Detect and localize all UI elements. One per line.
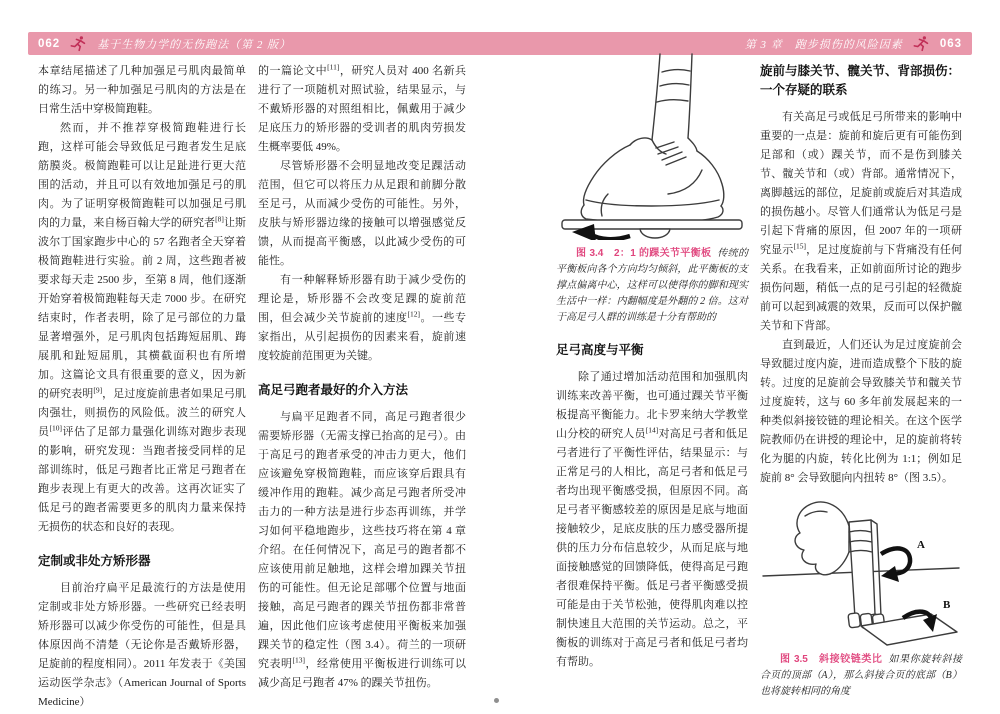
figure-3-5-caption xyxy=(760,652,962,700)
paragraph: 直到最近，人们还认为足过度旋前会导致腿过度内旋，进而造成整个下肢的旋转。过度的足旋前会导致膝关节和髋关节过度旋转，这与 60 多年前发展起来的一种类似斜接铰链的理论相关。在这个医学院教师仍在讲授的理论中，足的旋前将转化为腿的内旋，转化比例为 1:1；例如足旋前 8° 会导致腿向内扭转 8°（图 3.5）。 xyxy=(760,339,962,484)
page-number-right: 063 xyxy=(939,37,962,50)
paragraph: 除了通过增加活动范围和加强肌肉训练来改善平衡，也可通过踝关节平衡板提高平衡能力。北卡罗来纳大学教堂山分校的研究人员[14]对高足弓者和低足弓者进行了平衡性评估，结果显示：与正常足弓的人相比，高足弓者和低足弓者均出现平衡感受损，但原因不同。高足弓者平衡感较差的原因是足底与地面接触较少，足底皮肤的压力感受器所提供的压力分布信息较少，从而足底与地面接触感觉的回馈降低，使得高足弓跑者很难保持平衡。低足弓者平衡感受损可能是由于关节松弛，使得肌肉难以控制快速且大范围的关节运动。总之，平衡板的训练对于高足弓者和低足弓者均有帮助。 xyxy=(556,371,748,668)
paragraph: 与扁平足跑者不同，高足弓跑者很少需要矫形器（无需支撑已抬高的足弓）。由于高足弓的跑者承受的冲击力更大，他们应该避免穿极简跑鞋，而应该穿后跟具有缓冲作用的跑鞋。减少高足弓跑者所受冲击力的一种方法是进行步态再训练，并学习如何平稳地跑步，这些技巧将在第 4 章介绍。在任何情况下，高足弓的跑者都不应该使用前足触地，这样会增加踝关节扭伤的可能性。但无论足部哪个位置与地面接触，高足弓跑者的踝关节扭伤都非常普遍，因此他们应该考虑使用平衡板来加强踝关节的稳定性（图 3.4）。荷兰的一项研究表明[13]，经常使用平衡板进行训练可以减少高足弓跑者 47% 的踝关节扭伤。 xyxy=(258,411,466,689)
section-heading-orthotics: 定制或非处方矫形器 xyxy=(38,554,151,568)
figure-3-4-caption-text: 传统的平衡板向各个方向均匀倾斜，此平衡板的支撑点偏离中心，这样可以使得你的脚和现实生活中一样：内翻幅度是外翻的 2 倍。这对于高足弓人群的训练是十分有帮助的 xyxy=(556,248,748,323)
figure-3-5-block xyxy=(760,496,962,700)
section-heading-arch-balance: 足弓高度与平衡 xyxy=(556,343,644,357)
runner-icon xyxy=(913,35,930,52)
paragraph: 然而，并不推荐穿极简跑鞋进行长跑，这样可能会导致低足弓跑者发生足底筋膜炎。极简跑鞋可以让足趾进行更大范围的活动，并且可以有效地加强足弓的肌肉。为了证明穿极简跑鞋可以加强足弓肌肉的力量，来自杨百翰大学的研究者[8]让斯波尔丁国家跑步中心的 57 名跑者全天穿着极简跑鞋进行实验。前 2 周，这些跑者被要求每天走 2500 步，至第 8 周，他们逐渐开始穿着极简跑鞋每天走 7000 步。在研究结束时，作者表明，除了足弓部位的力量显著增强外，足弓肌肉包括踇短屈肌、踇展肌和趾短屈肌，其横截面积也有所增加。这篇论文具有很重要的意义，因为新的研究表明[9]，足过度旋前患者如果足弓肌肉强壮，则损伤的风险低。波兰的研究人员[10]评估了足部力量强化训练对跑步表现的影响，研究发现：当跑者接受同样的足部训练时，低足弓跑者比正常足弓跑者在跑步表现上有更大的改善。这再次证实了低足弓的跑者需要更多的肌肉力量来保持无损伤的状态和良好的表现。 xyxy=(38,122,247,533)
paragraph: 目前治疗扁平足最流行的方法是使用定制或非处方矫形器。一些研究已经表明矫形器可以减少你受伤的可能性，但是具体原因尚不清楚（无论你是否戴矫形器，足旋前的程度相同）。2011 年发表于《美国运动医学杂志》（American Journal of Sports Medicine） xyxy=(38,582,246,708)
paragraph: 尽管矫形器不会明显地改变足踝活动范围，但它可以将压力从足跟和前脚分散至足弓，从而减少受伤的可能性。另外，皮肤与矫形器边缘的接触可以增强感觉反馈，从而提高平衡感，以此减少受伤的可能性。 xyxy=(258,160,466,267)
figure-3-5-caption-text: 如果你旋转斜接合页的顶部（A），那么斜接合页的底部（B）也将旋转相同的角度 xyxy=(760,654,962,697)
figure-3-4-balance-board-illustration xyxy=(556,52,748,240)
figure-3-4-label: 图 3.4 2：1 的踝关节平衡板 xyxy=(576,248,712,259)
page-number-left: 062 xyxy=(38,37,61,50)
figure-3-5-label: 图 3.5 斜接铰链类比 xyxy=(780,654,883,665)
right-page-column-2 xyxy=(760,62,962,700)
chapter-title: 第 3 章 跑步损伤的风险因素 xyxy=(744,38,903,51)
figure-3-5-mitered-hinge-illustration xyxy=(761,496,961,646)
spine-mark xyxy=(494,698,499,703)
right-page-column-1 xyxy=(556,52,748,672)
paragraph: 有一种解释矫形器有助于减少受伤的理论是，矫形器不会改变足踝的旋前范围，但会减少关节旋前的速度[12]。一些专家指出，从引起损伤的因素来看，旋前速度较旋前范围更为关键。 xyxy=(258,274,466,362)
figure-3-5-marker-a: A xyxy=(917,539,925,551)
section-heading-high-arch: 高足弓跑者最好的介入方法 xyxy=(258,383,409,397)
paragraph: 本章结尾描述了几种加强足弓肌肉最简单的练习。另一种加强足弓肌肉的方法是在日常生活中穿极简跑鞋。 xyxy=(38,65,246,115)
paragraph: 有关高足弓或低足弓所带来的影响中重要的一点是：旋前和旋后更有可能伤到足部和（或）踝关节，而不是伤到膝关节、髋关节和（或）背部。通常情况下，离脚越远的部位，足旋前或旋后对其造成的损伤越小。尽管人们通常认为低足弓是引起下背痛的原因，但 2007 年的一项研究显示[15]，足过度旋前与下背痛没有任何关系。在我看来，正如前面所讨论的跑步损伤问题，稍低一点的足弓引起的轻微旋前可以起到减震的效果，反而可以保护髋关节和下背部。 xyxy=(760,111,963,332)
book-title: 基于生物力学的无伤跑法（第 2 版） xyxy=(97,38,292,51)
figure-3-5-marker-b: B xyxy=(943,599,951,611)
header-band-left xyxy=(28,32,500,55)
left-page-column-1 xyxy=(38,62,246,712)
paragraph: 的一篇论文中[11]，研究人员对 400 名新兵进行了一项随机对照试验，结果显示，与不戴矫形器的对照组相比，佩戴用于减少足底压力的矫形器的受训者的肌肉劳损发生概率要低 49%。 xyxy=(258,62,467,153)
figure-3-4-caption xyxy=(556,246,748,326)
left-page-column-2 xyxy=(258,62,466,693)
section-heading-pronation-link: 旋前与膝关节、髋关节、背部损伤：一个存疑的联系 xyxy=(760,64,961,97)
runner-icon xyxy=(70,35,87,52)
